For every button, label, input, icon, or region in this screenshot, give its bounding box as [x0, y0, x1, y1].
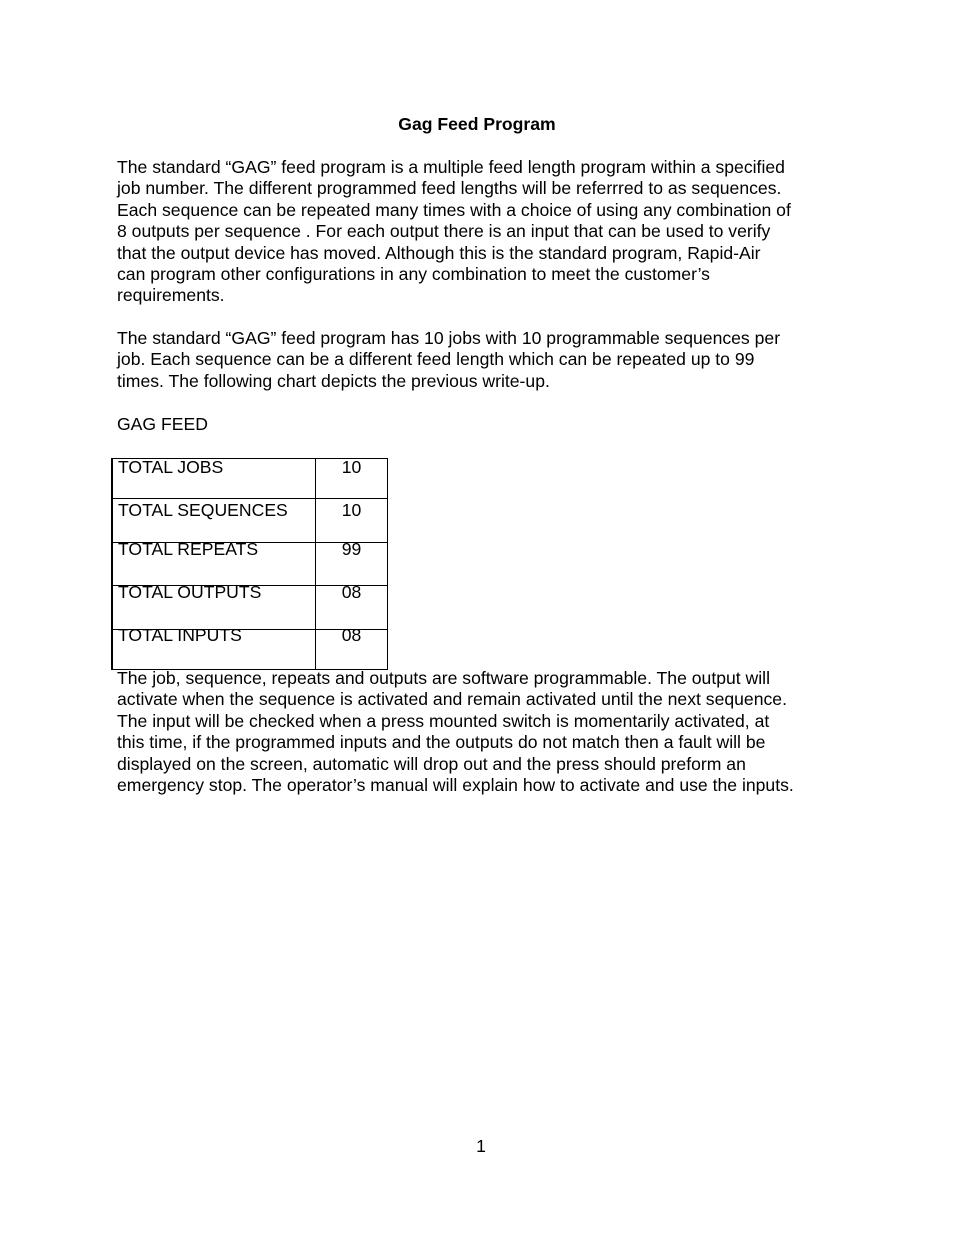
document-title: [0, 114, 954, 135]
table-row-label: TOTAL SEQUENCES: [118, 500, 288, 520]
table-row-value: 08: [341, 582, 362, 602]
document-title-text: Gag Feed Program: [398, 114, 556, 134]
details-paragraph: The job, sequence, repeats and outputs are software programmable. The output will activate when the sequence is activated and remain activated until the next sequence. The input will be checked when a press mounted switch is momentarily activated, at this time, if the programmed inputs and the outputs do not match then a fault will be displayed on the screen, automatic will drop out and the press should preform an emergency stop. The operator’s manual will explain how to activate and use the inputs.: [117, 668, 794, 796]
gag-feed-table: [111, 458, 388, 670]
table-row-label: TOTAL JOBS: [118, 457, 224, 477]
table-row-value: 99: [341, 539, 362, 559]
table-label: GAG FEED: [117, 414, 208, 434]
table-row-label: TOTAL REPEATS: [118, 539, 259, 559]
page-number: 1: [476, 1136, 486, 1156]
intro-paragraph: The standard “GAG” feed program is a multiple feed length program within a specified job number. The different programmed feed lengths will be referrred to as sequences. Each sequence can be repeated many times with a choice of using any combination of 8 outputs per sequence . For each output there is an input that can be used to verify that the output device has moved. Although this is the standard program, Rapid-Air can program other configurations in any combination to meet the customer’s requirements.: [117, 157, 791, 306]
table-row-value: 10: [341, 457, 362, 477]
table-row-value: 10: [341, 500, 362, 520]
table-row-value: 08: [341, 625, 362, 645]
table-row-divider: [113, 498, 388, 499]
summary-paragraph: The standard “GAG” feed program has 10 jobs with 10 programmable sequences per job. Each sequence can be a different feed length which can be repeated up to 99 times. The following chart depicts the previous write-up.: [117, 328, 781, 391]
table-row-label: TOTAL OUTPUTS: [118, 582, 262, 602]
table-row-label: TOTAL INPUTS: [118, 625, 242, 645]
